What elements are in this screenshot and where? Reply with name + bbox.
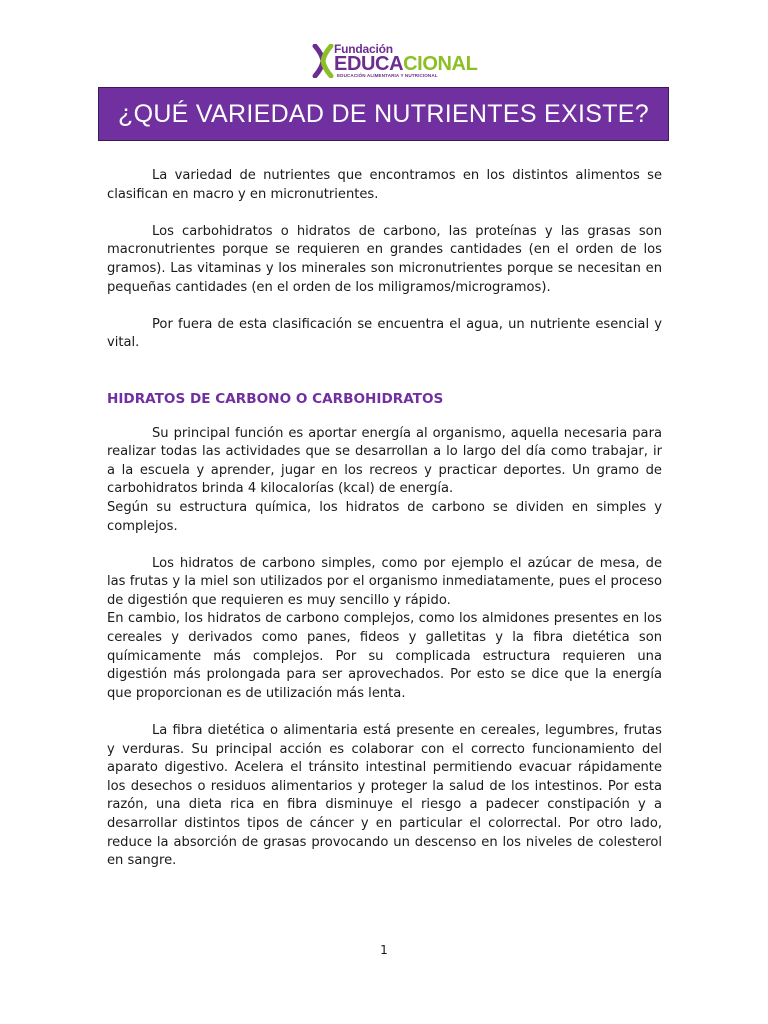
title-banner (98, 87, 669, 141)
foundation-logo (312, 42, 478, 82)
page-number: 1 (380, 943, 388, 957)
section-paragraph-2: Según su estructura química, los hidratos de carbono se dividen en simples y complejos. (107, 499, 662, 534)
logo-name-part1: EDUCA (334, 53, 404, 75)
section-paragraph-5: La fibra dietética o alimentaria está presente en cereales, legumbres, frutas y verduras. Su principal acción es colaborar con el correcto funcionamiento del aparato digestivo. Acelera el tránsito intestinal permitiendo evacuar rápidamente los desechos o residuos alimentarios y proteger la salud de los intestinos. Por esta razón, una dieta rica en fibra disminuye el riesgo a padecer constipación y a desarrollar distintos tipos de cáncer y en particular el colorrectal. Por otro lado, reduce la absorción de grasas provocando un descenso en los niveles de colesterol en sangre. (107, 723, 662, 869)
intro-paragraph-1: La variedad de nutrientes que encontramos en los distintos alimentos se clasifican en macro y en micronutrientes. (107, 168, 662, 202)
logo-x-mark-icon (312, 44, 334, 78)
logo-foundation-text: Fundación (334, 42, 393, 56)
section-heading: HIDRATOS DE CARBONO O CARBOHIDRATOS (107, 390, 444, 407)
document-body (107, 167, 662, 871)
logo-name (334, 54, 477, 74)
logo-tagline: EDUCACIÓN ALIMENTARIA Y NUTRICIONAL (337, 73, 438, 78)
intro-paragraph-2: Los carbohidratos o hidratos de carbono, las proteínas y las grasas son macronutrientes porque se requieren en grandes cantidades (en el orden de los gramos). Las vitaminas y los minerales son micronutrientes porque se necesitan en pequeñas cantidades (en el orden de los miligramos/microgramos). (107, 223, 662, 295)
section-paragraph-3: Los hidratos de carbono simples, como por ejemplo el azúcar de mesa, de las frutas y la miel son utilizados por el organismo inmediatamente, pues el proceso de digestión que requieren es muy sencillo y rápido. (107, 555, 662, 608)
intro-paragraph-3: Por fuera de esta clasificación se encuentra el agua, un nutriente esencial y vital. (107, 316, 662, 351)
section-paragraph-1: Su principal función es aportar energía al organismo, aquella necesaria para realizar todas las actividades que se desarrollan a lo largo del día como trabajar, ir a la escuela y aprender, jugar en los recreos y practicar deportes. Un gramo de carbohidratos brinda 4 kilocalorías (kcal) de energía. (107, 425, 662, 497)
section-paragraph-4: En cambio, los hidratos de carbono complejos, como los almidones presentes en los cereales y derivados como panes, fideos y galletitas y la fibra dietética son químicamente más complejos. Por su complicada estructura requieren una digestión más prolongada para ser aprovechados. Por esto se dice que la energía que proporcionan es de utilización más lenta. (107, 611, 662, 701)
page-title: ¿QUÉ VARIEDAD DE NUTRIENTES EXISTE? (118, 99, 649, 128)
logo-name-part2: CIONAL (403, 53, 478, 75)
